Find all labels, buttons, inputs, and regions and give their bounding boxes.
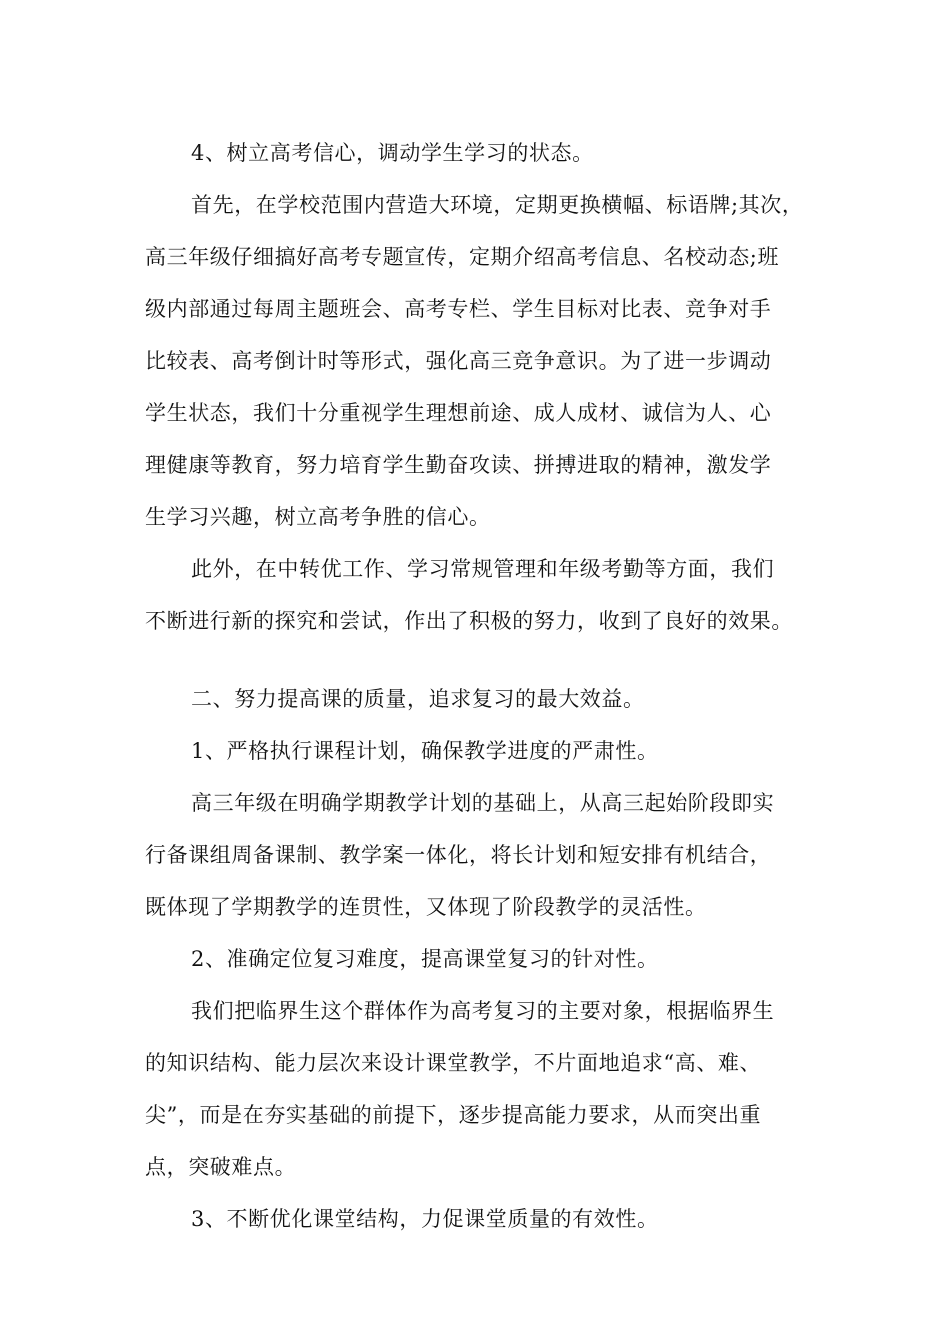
paragraph-line: 的知识结构、能力层次来设计课堂教学，不片面地追求“高、难、 <box>145 1051 762 1075</box>
paragraph-line: 既体现了学期教学的连贯性，又体现了阶段教学的灵活性。 <box>145 895 707 919</box>
section-heading: 二、努力提高课的质量，追求复习的最大效益。 <box>191 687 645 711</box>
paragraph-line: 不断进行新的探究和尝试，作出了积极的努力，收到了良好的效果。 <box>145 609 793 633</box>
subheading-class-structure: 3、不断优化课堂结构，力促课堂质量的有效性。 <box>191 1207 659 1231</box>
paragraph-line: 首先，在学校范围内营造大环境，定期更换横幅、标语牌;其次， <box>191 193 804 217</box>
subheading-course-plan: 1、严格执行课程计划，确保教学进度的严肃性。 <box>191 739 659 763</box>
paragraph-line: 行备课组周备课制、教学案一体化，将长计划和短安排有机结合， <box>145 843 772 867</box>
section-b <box>145 673 817 1245</box>
subheading-build-confidence: 4、树立高考信心，调动学生学习的状态。 <box>191 141 594 165</box>
paragraph-line: 我们把临界生这个群体作为高考复习的主要对象，根据临界生 <box>191 999 775 1023</box>
paragraph-line: 高三年级在明确学期教学计划的基础上，从高三起始阶段即实 <box>191 791 775 815</box>
section-a <box>145 127 817 647</box>
paragraph-line: 高三年级仔细搞好高考专题宣传，定期介绍高考信息、名校动态;班 <box>145 245 780 269</box>
paragraph-line: 级内部通过每周主题班会、高考专栏、学生目标对比表、竞争对手 <box>145 297 772 321</box>
paragraph-line: 比较表、高考倒计时等形式，强化高三竞争意识。为了进一步调动 <box>145 349 772 373</box>
subheading-review-difficulty: 2、准确定位复习难度，提高课堂复习的针对性。 <box>191 947 659 971</box>
paragraph-line: 点，突破难点。 <box>145 1155 297 1179</box>
paragraph-line: 学生状态，我们十分重视学生理想前途、成人成材、诚信为人、心 <box>145 401 772 425</box>
paragraph-line: 理健康等教育，努力培育学生勤奋攻读、拼搏进取的精神，激发学 <box>145 453 772 477</box>
paragraph-line: 此外，在中转优工作、学习常规管理和年级考勤等方面，我们 <box>191 557 775 581</box>
paragraph-line: 生学习兴趣，树立高考争胜的信心。 <box>145 505 491 529</box>
paragraph-line: 尖”，而是在夯实基础的前提下，逐步提高能力要求，从而突出重 <box>145 1103 762 1127</box>
